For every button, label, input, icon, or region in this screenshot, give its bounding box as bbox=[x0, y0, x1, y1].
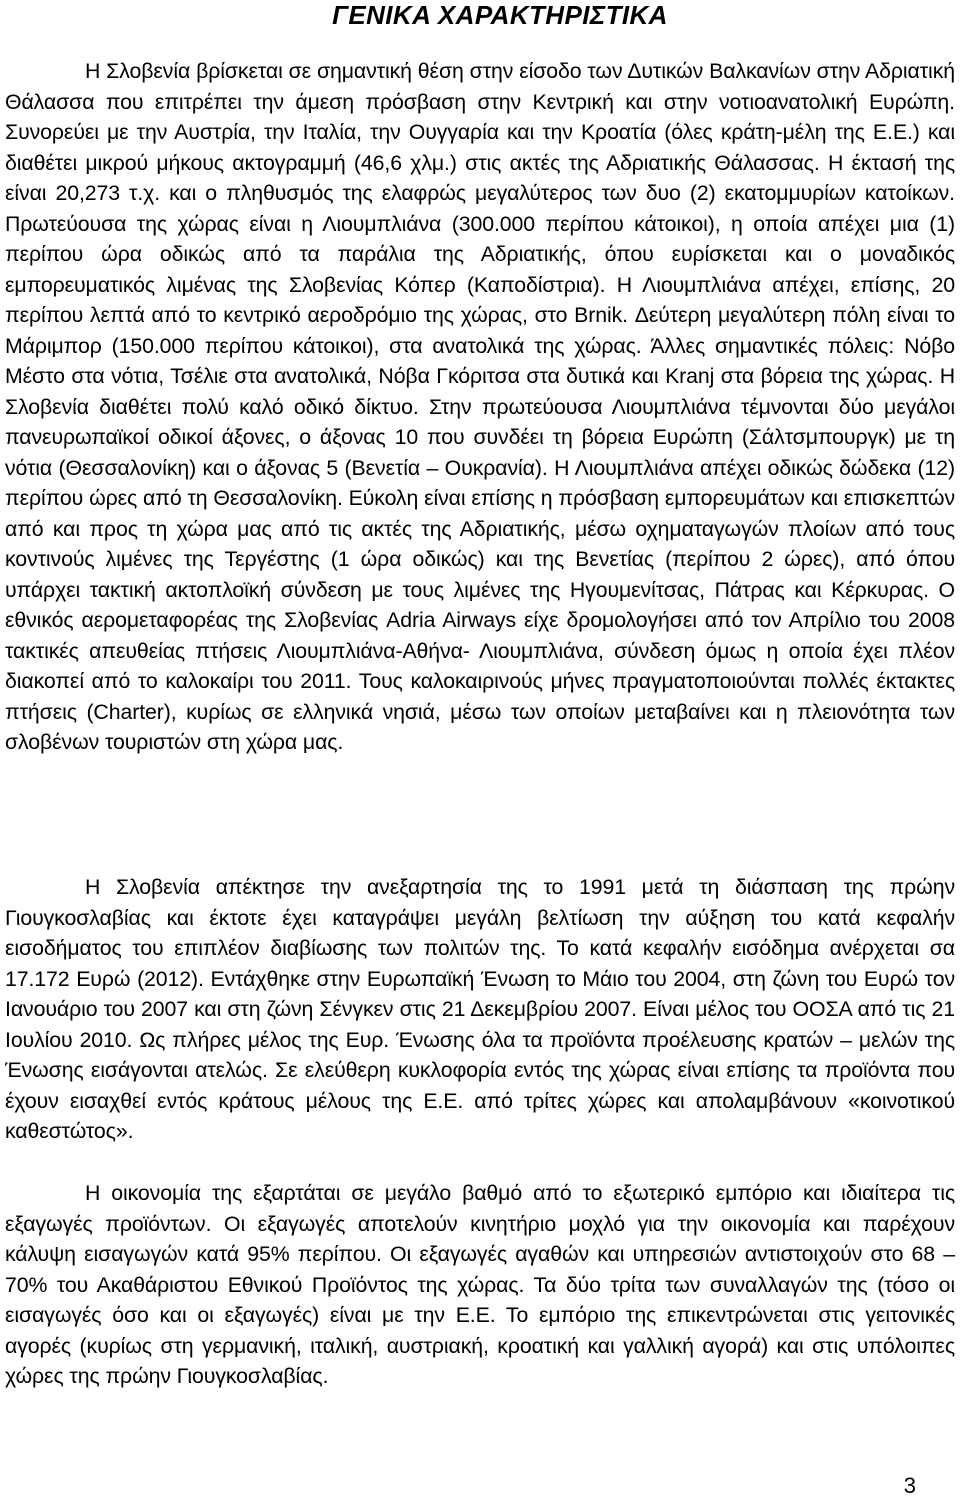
paragraph-independence: Η Σλοβενία απέκτησε την ανεξαρτησία της το 1991 μετά τη διάσπαση της πρώην Γιουγκοσλαβίας και έκτοτε έχει καταγράψει μεγάλη βελτίωση την αύξηση του κατά κεφαλήν εισοδήματος του επιπλέον διαβίωσης των πολιτών της. Το κατά κεφαλήν εισόδημα ανέρχεται σα 17.172 Ευρώ (2012). Εντάχθηκε στην Ευρωπαϊκή Ένωση το Μάιο του 2004, στη ζώνη του Ευρώ τον Ιανουάριο του 2007 και στη ζώνη Σένγκεν στις 21 Δεκεμβρίου 2007. Είναι μέλος του ΟΟΣΑ από τις 21 Ιουλίου 2010. Ως πλήρες μέλος της Ευρ. Ένωσης όλα τα προϊόντα προέλευσης κρατών – μελών της Ένωσης εισάγονται ατελώς. Σε ελεύθερη κυκλοφορία εντός της χώρας είναι επίσης τα προϊόντα που έχουν εισαχθεί εντός κράτους μέλους της Ε.Ε. από τρίτες χώρες και απολαμβάνουν «κοινοτικού καθεστώτος». bbox=[5, 875, 955, 1143]
page-number: 3 bbox=[903, 1473, 916, 1498]
document-title: ΓΕΝΙΚΑ ΧΑΡΑΚΤΗΡΙΣΤΙΚΑ bbox=[332, 0, 668, 30]
paragraph-economy: Η οικονομία της εξαρτάται σε μεγάλο βαθμό από το εξωτερικό εμπόριο και ιδιαίτερα τις εξαγωγές προϊόντων. Οι εξαγωγές αποτελούν κινητήριο μοχλό για την οικονομία και παρέχουν κάλυψη εισαγωγών κατά 95% περίπου. Οι εξαγωγές αγαθών και υπηρεσιών αντιστοιχούν στο 68 – 70% του Ακαθάριστου Εθνικού Προϊόντος της χώρας. Τα δύο τρίτα των συναλλαγών της (τόσο οι εισαγωγές όσο και οι εξαγωγές) είναι με την Ε.Ε. Το εμπόριο της επικεντρώνεται στις γειτονικές αγορές (κυρίως στη γερμανική, ιταλική, αυστριακή, κροατική και γαλλική αγορά) και στις υπόλοιπες χώρες της πρώην Γιουγκοσλαβίας. bbox=[5, 1181, 955, 1388]
paragraph-general: Η Σλοβενία βρίσκεται σε σημαντική θέση στην είσοδο των Δυτικών Βαλκανίων στην Αδριατική Θάλασσα που επιτρέπει την άμεση πρόσβαση στην Κεντρική και στην νοτιοανατολική Ευρώπη. Συνορεύει με την Αυστρία, την Ιταλία, την Ουγγαρία και την Κροατία (όλες κράτη-μέλη της Ε.Ε.) και διαθέτει μικρού μήκους ακτογραμμή (46,6 χλμ.) στις ακτές της Αδριατικής Θάλασσας. Η έκτασή της είναι 20,273 τ.χ. και ο πληθυσμός της ελαφρώς μεγαλύτερος των δυο (2) εκατομμυρίων κατοίκων. Πρωτεύουσα της χώρας είναι η Λιουμπλιάνα (300.000 περίπου κάτοικοι), η οποία απέχει μια (1) περίπου ώρα οδικώς από τα παράλια της Αδριατικής, όπου ευρίσκεται και ο μοναδικός εμπορευματικός λιμένας της Σλοβενίας Κόπερ (Καποδίστρια). Η Λιουμπλιάνα απέχει, επίσης, 20 περίπου λεπτά από το κεντρικό αεροδρόμιο της χώρας, στο Brnik. Δεύτερη μεγαλύτερη πόλη είναι το Μάριμπορ (150.000 περίπου κάτοικοι), στα ανατολικά της χώρας. Άλλες σημαντικές πόλεις: Νόβο Μέστο στα νότια, Τσέλιε στα ανατολικά, Νόβα Γκόριτσα στα δυτικά και Kranj στα βόρεια της χώρας. Η Σλοβενία διαθέτει πολύ καλό οδικό δίκτυο. Στην πρωτεύουσα Λιουμπλιάνα τέμνονται δύο μεγάλοι πανευρωπαϊκοί οδικοί άξονες, ο άξονας 10 που συνδέει τη βόρεια Ευρώπη (Σάλτσμπουργκ) με τη νότια (Θεσσαλονίκη) και ο άξονας 5 (Βενετία – Ουκρανία). Η Λιουμπλιάνα απέχει οδικώς δώδεκα (12) περίπου ώρες από τη Θεσσαλονίκη. Εύκολη είναι επίσης η πρόσβαση εμπορευμάτων και επισκεπτών από και προς τη χώρα μας από τις ακτές της Αδριατικής, μέσω οχηματαγωγών πλοίων από τους κοντινούς λιμένες της Τεργέστης (1 ώρα οδικώς) και της Βενετίας (περίπου 2 ώρες), από όπου υπάρχει τακτική ακτοπλοϊκή σύνδεση με τους λιμένες της Ηγουμενίτσας, Πάτρας και Κέρκυρας. Ο εθνικός αερομεταφορέας της Σλοβενίας Adria Airways είχε δρομολογήσει από τον Απρίλιο του 2008 τακτικές απευθείας πτήσεις Λιουμπλιάνα-Αθήνα- Λιουμπλιάνα, σύνδεση όμως η οποία έχει πλέον διακοπεί από το καλοκαίρι του 2011. Τους καλοκαιρινούς μήνες πραγματοποιούνται πολλές έκτακτες πτήσεις (Charter), κυρίως σε ελληνικά νησιά, μέσω των οποίων μεταβαίνει και η πλειονότητα των σλοβένων τουριστών στη χώρα μας. bbox=[5, 59, 955, 754]
